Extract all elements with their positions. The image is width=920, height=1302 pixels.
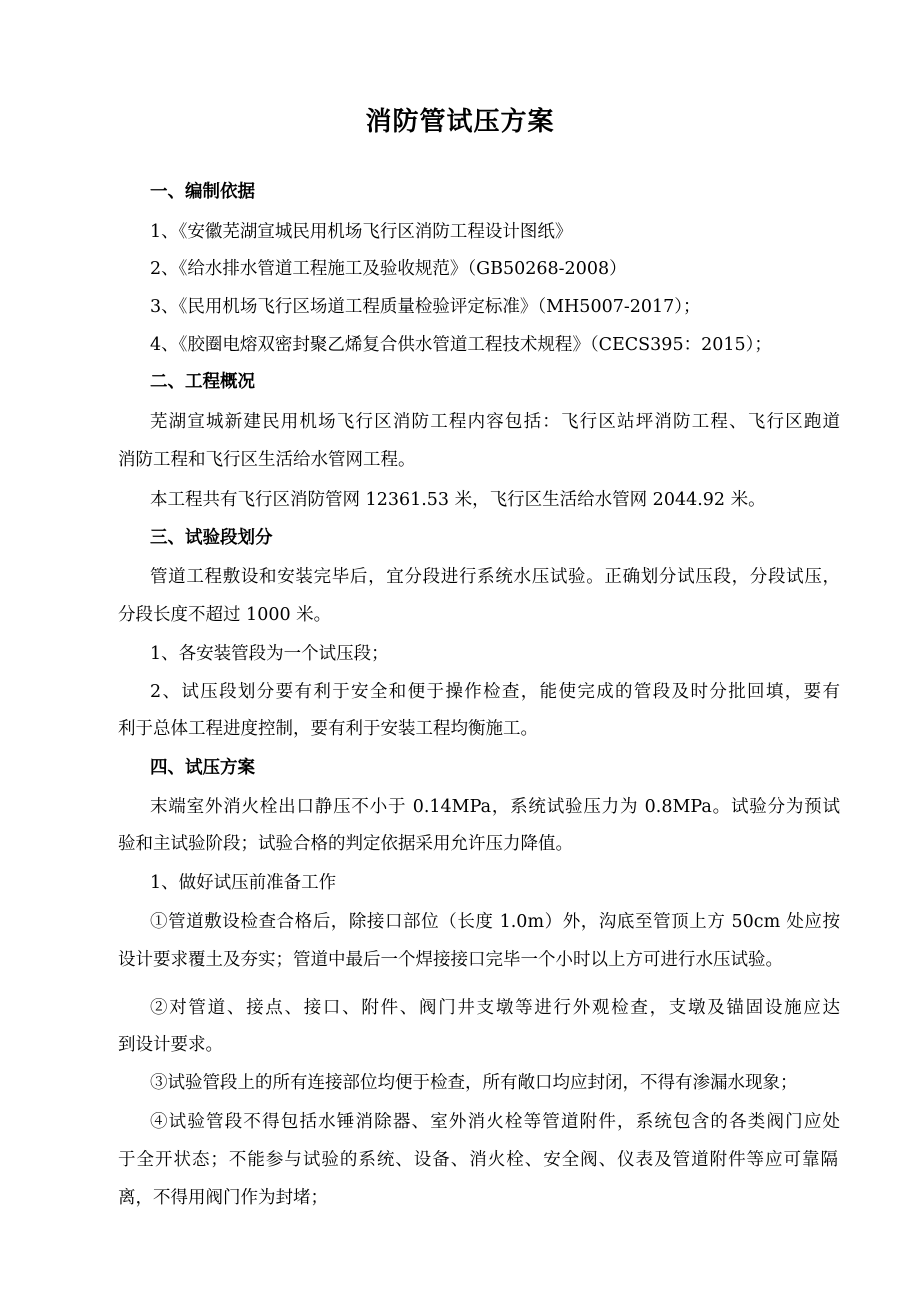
paragraph-line: 验和主试验阶段；试验合格的判定依据采用允许压力降值。 [118,834,573,854]
paragraph-line: ④试验管段不得包括水锤消除器、室外消火栓等管道附件，系统包含的各类阀门应处 [150,1112,840,1132]
paragraph-line: 分段长度不超过 1000 米。 [118,605,332,625]
paragraph-line: ③试验管段上的所有连接部位均便于检查，所有敞口均应封闭，不得有渗漏水现象； [150,1073,798,1093]
paragraph-line: 于全开状态；不能参与试验的系统、设备、消火栓、安全阀、仪表及管道附件等应可靠隔 [118,1150,838,1170]
section-heading: 三、试验段划分 [150,528,273,548]
reference-item: 4、《胶圈电熔双密封聚乙烯复合供水管道工程技术规程》（CECS395：2015）； [150,335,772,355]
reference-item: 2、《给水排水管道工程施工及验收规范》（GB50268-2008） [150,259,627,279]
paragraph-line: 设计要求覆土及夯实；管道中最后一个焊接接口完毕一个小时以上方可进行水压试验。 [118,950,783,970]
paragraph-line: 利于总体工程进度控制，要有利于安装工程均衡施工。 [118,719,538,739]
paragraph-line: 本工程共有飞行区消防管网 12361.53 米，飞行区生活给水管网 2044.92 米。 [150,490,766,510]
reference-item: 3、《民用机场飞行区场道工程质量检验评定标准》（MH5007-2017）； [150,297,701,317]
paragraph-line: ①管道敷设检查合格后，除接口部位（长度 1.0m）外，沟底至管顶上方 50cm 处应按 [150,912,840,932]
paragraph-line: 到设计要求。 [118,1035,223,1055]
paragraph-line: 末端室外消火栓出口静压不小于 0.14MPa，系统试验压力为 0.8MPa。试验分为预试 [150,797,840,817]
paragraph-line: ②对管道、接点、接口、附件、阀门井支墩等进行外观检查，支墩及锚固设施应达 [150,998,840,1018]
document-title: 消防管试压方案 [365,107,555,137]
section-heading: 一、编制依据 [150,182,255,202]
section-heading: 四、试压方案 [150,758,255,778]
paragraph-line: 2、试压段划分要有利于安全和便于操作检查，能使完成的管段及时分批回填，要有 [150,682,840,702]
paragraph-line: 离，不得用阀门作为封堵； [118,1188,328,1208]
paragraph-line: 管道工程敷设和安装完毕后，宜分段进行系统水压试验。正确划分试压段，分段试压， [150,567,840,587]
paragraph-line: 消防工程和飞行区生活给水管网工程。 [118,450,416,470]
reference-item: 1、《安徽芜湖宣城民用机场飞行区消防工程设计图纸》 [150,222,573,242]
paragraph-line: 1、做好试压前准备工作 [150,873,337,893]
paragraph-line: 1、各安装管段为一个试压段； [150,644,389,664]
paragraph-line: 芜湖宣城新建民用机场飞行区消防工程内容包括：飞行区站坪消防工程、飞行区跑道 [150,412,840,432]
section-heading: 二、工程概况 [150,372,255,392]
